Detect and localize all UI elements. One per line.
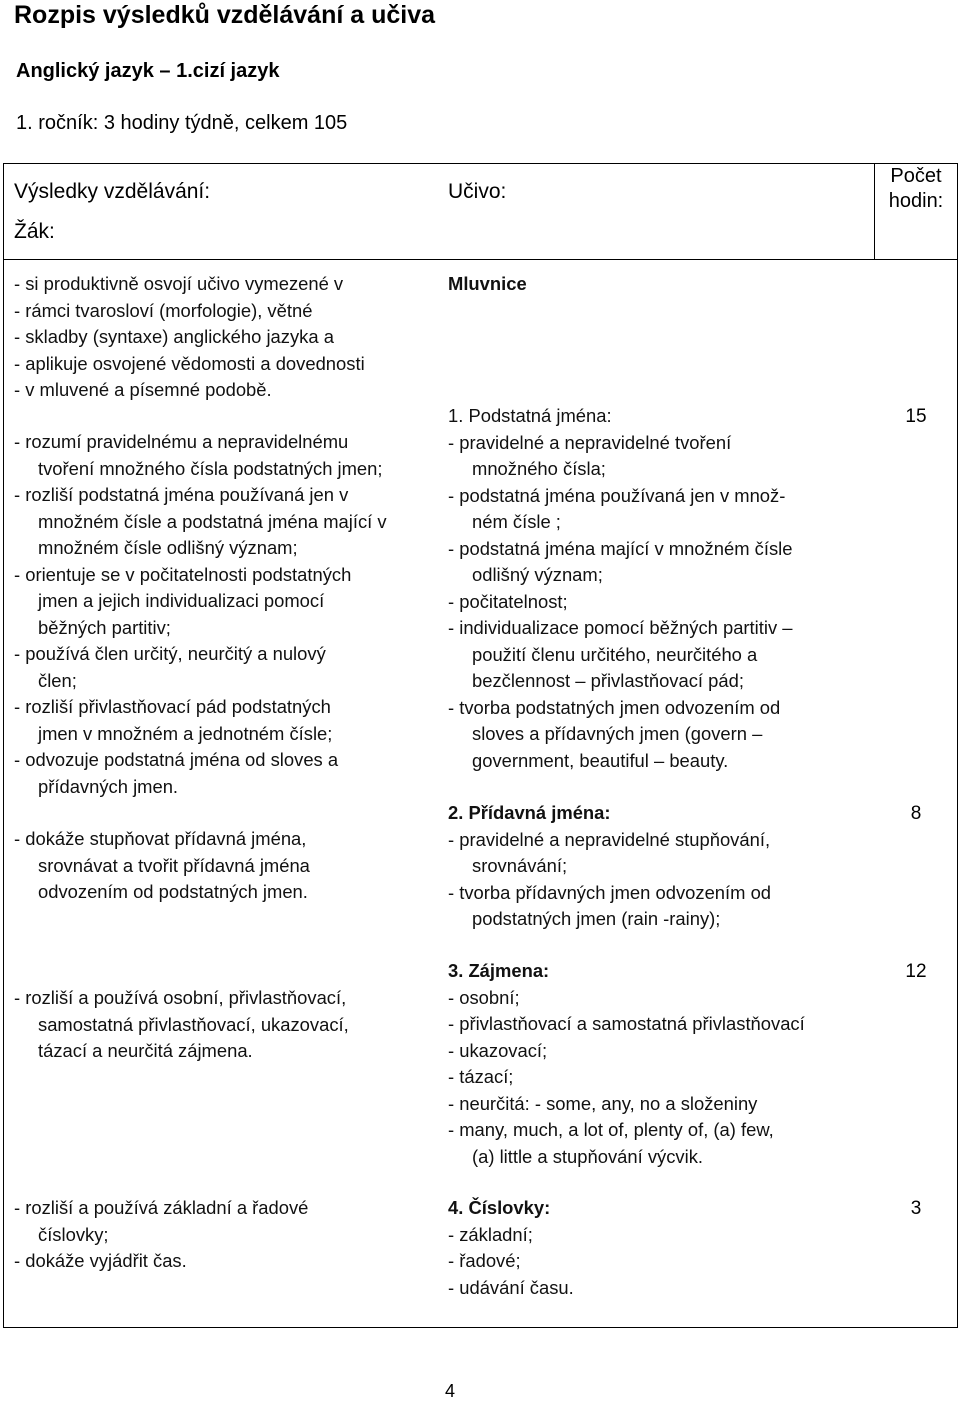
section-5-outcomes: [14, 1195, 308, 1275]
curriculum-line: množného čísla;: [472, 458, 606, 479]
hours-header-line2: hodin:: [888, 190, 944, 212]
outcomes-line: - rozumí pravidelnému a nepravidelnému: [14, 431, 349, 452]
section-3-outcomes: [14, 826, 310, 906]
section-2-curriculum: [448, 403, 792, 774]
curriculum-line: - pravidelné a nepravidelné stupňování,: [448, 828, 771, 850]
section-1-outcomes: [14, 271, 365, 404]
outcomes-line: - dokáže stupňovat přídavná jména,: [14, 828, 307, 849]
curriculum-line: (a) little a stupňování výcvik.: [472, 1145, 703, 1167]
section-2-hours: 15: [905, 406, 927, 427]
outcomes-line: odvozením od podstatných jmen.: [38, 881, 308, 902]
outcomes-line: člen;: [38, 669, 77, 691]
curriculum-line: - individualizace pomocí běžných partitiv –: [448, 617, 793, 638]
student-header: Žák:: [14, 220, 55, 243]
outcomes-line: množném čísle a podstatná jména mající v: [38, 510, 387, 532]
outcomes-line: množném čísle odlišný význam;: [38, 537, 298, 558]
outcomes-header: Výsledky vzdělávání:: [14, 180, 211, 203]
curriculum-line: - udávání času.: [448, 1276, 574, 1298]
section-5-hours: 3: [910, 1198, 922, 1219]
grade-heading: 1. ročník: 3 hodiny týdně, celkem 105: [16, 112, 348, 134]
hours-header-line1: Počet: [890, 165, 942, 187]
curriculum-line: - ukazovací;: [448, 1039, 548, 1061]
curriculum-line: - řadové;: [448, 1250, 521, 1271]
curriculum-line: - podstatná jména používaná jen v množ-: [448, 484, 786, 506]
curriculum-line: 4. Číslovky:: [448, 1197, 551, 1218]
page-title: Rozpis výsledků vzdělávání a učiva: [14, 1, 436, 29]
curriculum-line: srovnávání;: [472, 855, 568, 876]
curriculum-line: - neurčitá: - some, any, no a složeniny: [448, 1092, 758, 1114]
curriculum-header: Učivo:: [448, 180, 507, 203]
outcomes-line: - rozliší podstatná jména používaná jen v: [14, 484, 349, 505]
outcomes-line: tázací a neurčitá zájmena.: [38, 1040, 253, 1061]
hours-header: [876, 164, 956, 214]
curriculum-line: - základní;: [448, 1223, 533, 1245]
curriculum-line: Mluvnice: [448, 273, 527, 294]
outcomes-line: - si produktivně osvojí učivo vymezené v: [14, 273, 344, 294]
curriculum-line: sloves a přídavných jmen (govern –: [472, 723, 763, 744]
curriculum-line: government, beautiful – beauty.: [472, 749, 729, 771]
curriculum-line: ném čísle ;: [472, 511, 561, 532]
outcomes-line: - odvozuje podstatná jména od sloves a: [14, 749, 339, 770]
outcomes-line: - dokáže vyjádřit čas.: [14, 1250, 187, 1271]
curriculum-line: použití členu určitého, neurčitého a: [472, 643, 758, 665]
curriculum-line: podstatných jmen (rain -rainy);: [472, 908, 721, 929]
curriculum-line: 1. Podstatná jména:: [448, 405, 612, 426]
outcomes-line: jmen a jejich individualizaci pomocí: [38, 590, 325, 611]
curriculum-line: - tvorba přídavných jmen odvozením od: [448, 881, 772, 903]
outcomes-line: přídavných jmen.: [38, 775, 179, 797]
curriculum-line: - podstatná jména mající v množném čísle: [448, 537, 793, 559]
outcomes-line: - rozliší přivlastňovací pád podstatných: [14, 696, 331, 717]
section-3-curriculum: [448, 800, 771, 933]
hours-column-divider: [874, 163, 875, 259]
section-2-outcomes: [14, 429, 387, 800]
outcomes-line: - v mluvené a písemné podobě.: [14, 379, 272, 400]
curriculum-line: - tázací;: [448, 1066, 514, 1087]
outcomes-line: tvoření množného čísla podstatných jmen;: [38, 457, 383, 479]
outcomes-line: číslovky;: [38, 1223, 109, 1245]
curriculum-line: bezčlennost – přivlastňovací pád;: [472, 670, 744, 691]
outcomes-line: - rozliší a používá základní a řadové: [14, 1197, 309, 1218]
outcomes-line: jmen v množném a jednotném čísle;: [38, 722, 333, 744]
curriculum-line: - pravidelné a nepravidelné tvoření: [448, 431, 732, 453]
outcomes-line: srovnávat a tvořit přídavná jména: [38, 854, 310, 876]
curriculum-line: - tvorba podstatných jmen odvozením od: [448, 696, 781, 718]
subject-heading: Anglický jazyk – 1.cizí jazyk: [16, 60, 280, 82]
curriculum-line: - počitatelnost;: [448, 590, 568, 612]
outcomes-line: - aplikuje osvojené vědomosti a dovednosti: [14, 352, 365, 374]
curriculum-line: 3. Zájmena:: [448, 960, 550, 981]
curriculum-line: 2. Přídavná jména:: [448, 802, 611, 823]
outcomes-line: - skladby (syntaxe) anglického jazyka a: [14, 326, 334, 347]
outcomes-line: - rámci tvarosloví (morfologie), větné: [14, 299, 313, 321]
curriculum-line: - many, much, a lot of, plenty of, (a) few,: [448, 1119, 774, 1140]
curriculum-line: odlišný význam;: [472, 564, 603, 585]
curriculum-line: - osobní;: [448, 986, 520, 1008]
section-4-hours: 12: [905, 961, 927, 982]
section-1-curriculum: [448, 271, 527, 298]
section-3-hours: 8: [910, 803, 922, 824]
outcomes-line: samostatná přivlastňovací, ukazovací,: [38, 1013, 349, 1035]
outcomes-line: - orientuje se v počitatelnosti podstatných: [14, 563, 352, 585]
section-4-curriculum: [448, 958, 805, 1170]
section-4-outcomes: [14, 985, 349, 1065]
outcomes-line: - rozliší a používá osobní, přivlastňovací,: [14, 987, 347, 1008]
page-number: 4: [444, 1381, 455, 1401]
header-divider: [3, 259, 958, 260]
outcomes-line: běžných partitiv;: [38, 616, 171, 638]
outcomes-line: - používá člen určitý, neurčitý a nulový: [14, 643, 326, 664]
curriculum-line: - přivlastňovací a samostatná přivlastňovací: [448, 1013, 805, 1034]
section-5-curriculum: [448, 1195, 574, 1301]
